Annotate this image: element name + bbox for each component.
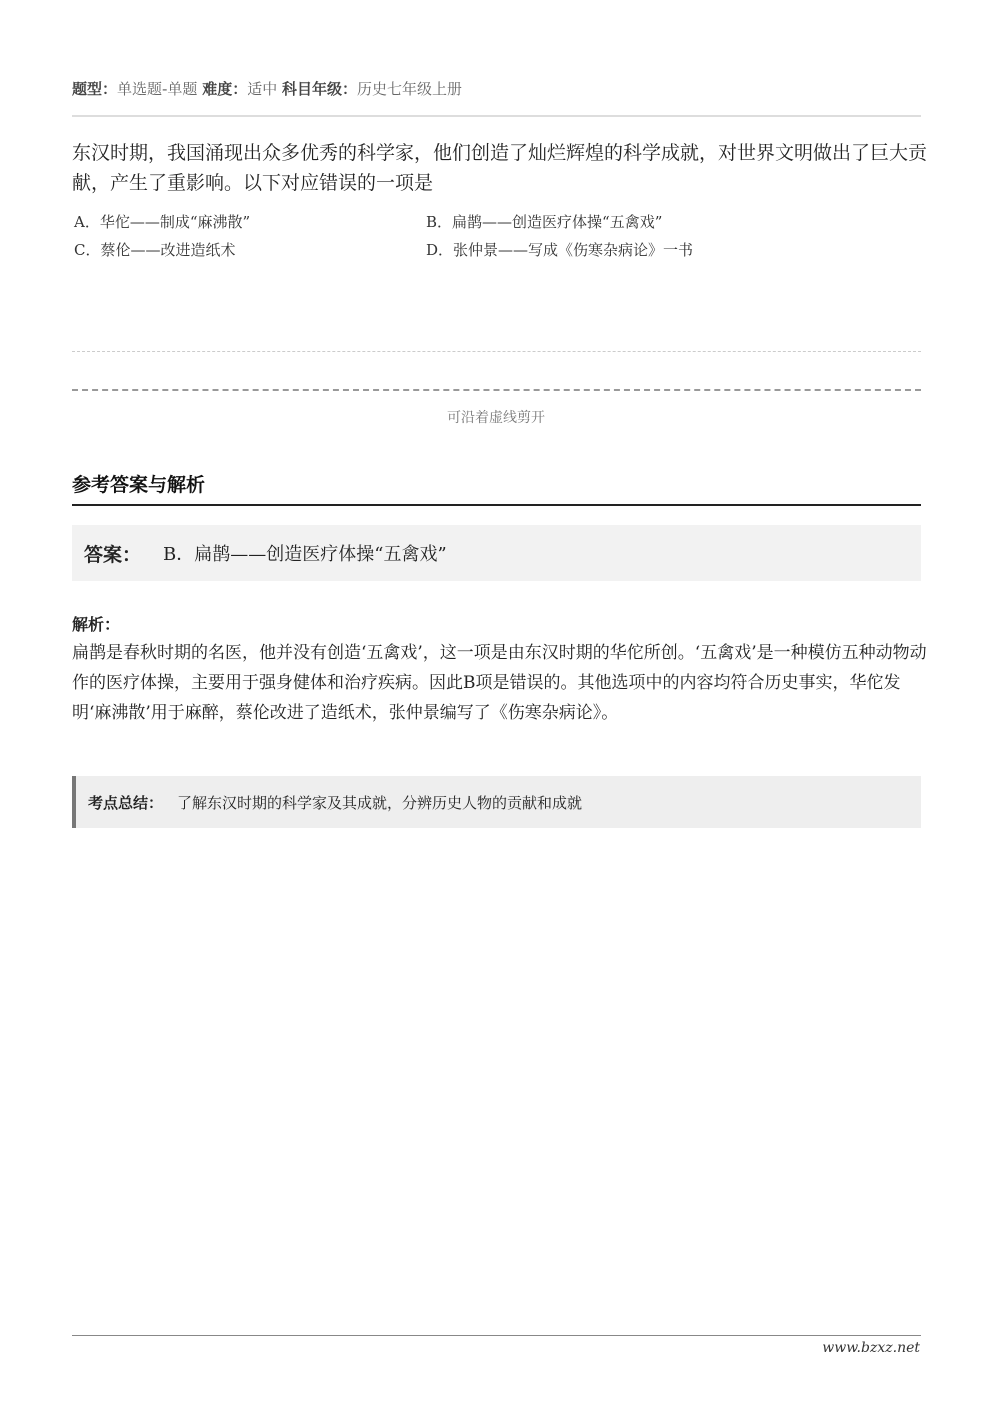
cut-hint: 可沿着虚线剪开: [447, 410, 545, 426]
divider: [72, 115, 921, 117]
summary-text: 了解东汉时期的科学家及其成就，分辨历史人物的贡献和成就: [177, 793, 583, 812]
footer-site: www.bzxz.net: [822, 1340, 920, 1356]
option-b: B．扁鹊——创造医疗体操“五禽戏”: [426, 213, 663, 231]
question-meta: [72, 78, 462, 99]
type-label: 题型：: [72, 80, 118, 98]
type-value: 单选题-单题: [117, 80, 198, 98]
subject-label: 科目年级：: [282, 80, 358, 98]
answer-box: [72, 525, 921, 581]
option-d: D．张仲景——写成《伤寒杂病论》一书: [426, 241, 694, 259]
cut-line: [72, 389, 921, 391]
summary-label: 考点总结：: [88, 793, 164, 812]
analysis-text: 扁鹊是春秋时期的名医，他并没有创造‘五禽戏’，这一项是由东汉时期的华佗所创。‘五禽戏’是一种模仿五种动物动作的医疗体操，主要用于强身健体和治疗疾病。因此B项是错误的。其他选项中的内容均符合历史事实，华佗发明‘麻沸散’用于麻醉，蔡伦改进了造纸术，张仲景编写了《伤寒杂病论》。: [72, 643, 927, 723]
subject-value: 历史七年级上册: [357, 80, 463, 98]
footer-divider: [72, 1335, 921, 1336]
difficulty-value: 适中: [247, 80, 278, 98]
answer-label: 答案：: [84, 543, 142, 566]
summary-box: [72, 776, 921, 828]
option-c: C．蔡伦——改进造纸术: [74, 241, 236, 259]
option-a: A．华佗——制成“麻沸散”: [74, 213, 251, 231]
section-title: 参考答案与解析: [72, 474, 206, 496]
analysis-label: 解析：: [72, 615, 121, 634]
difficulty-label: 难度：: [202, 80, 248, 98]
section-divider: [72, 504, 921, 506]
question-text: 东汉时期，我国涌现出众多优秀的科学家，他们创造了灿烂辉煌的科学成就，对世界文明做出了巨大贡献，产生了重影响。以下对应错误的一项是: [72, 142, 928, 194]
answer-space-line: [72, 351, 921, 352]
answer-value: B．扁鹊——创造医疗体操“五禽戏”: [163, 544, 447, 565]
